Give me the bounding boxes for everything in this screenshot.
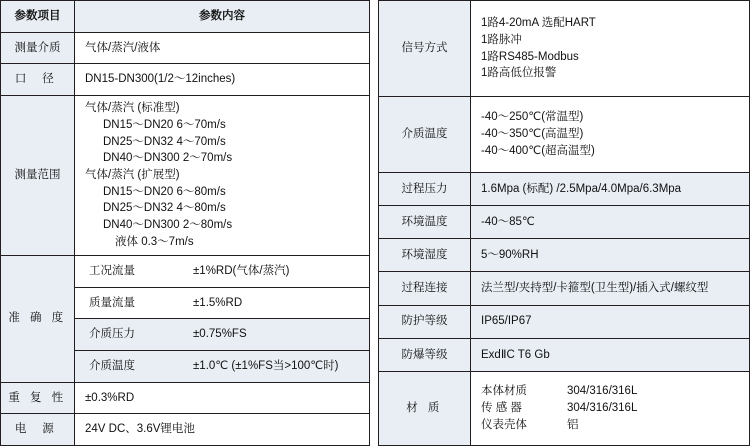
- material-name: 传 感 器: [481, 402, 522, 415]
- row-value-medium: 气体/蒸汽/液体: [75, 32, 370, 64]
- material-name: 仪表壳体: [481, 418, 527, 431]
- header-param-content: 参数内容: [75, 1, 370, 33]
- signal-line: 1路RS485-Modbus: [481, 50, 579, 63]
- table-row: [379, 97, 750, 173]
- row-value-explosion-grade: ExdⅡC T6 Gb: [471, 338, 750, 371]
- row-label-signal: 信号方式: [379, 1, 471, 97]
- range-line: 气体/蒸汽 (标准型): [85, 102, 180, 115]
- range-line: 气体/蒸汽 (扩展型): [85, 169, 180, 182]
- row-value-medium-temp: [471, 97, 750, 173]
- table-row: [1, 64, 370, 96]
- table-row: [379, 372, 750, 446]
- range-line: DN25～DN32 4～70m/s: [103, 135, 226, 148]
- table-row: [379, 305, 750, 338]
- table-row: [1, 382, 370, 414]
- material-line: [481, 417, 745, 434]
- row-label-accuracy: 准 确 度: [1, 255, 75, 382]
- range-line: 液体 0.3～7m/s: [115, 235, 194, 248]
- row-label-range: 测量范围: [1, 95, 75, 255]
- signal-line: 1路4-20mA 选配HART: [481, 17, 596, 30]
- range-line: DN15～DN20 6～80m/s: [103, 185, 226, 198]
- table-row: [379, 239, 750, 272]
- row-value-material: [471, 372, 750, 446]
- table-header-row: [1, 1, 370, 33]
- row-value-protection-grade: IP65/IP67: [471, 305, 750, 338]
- row-value-signal: [471, 1, 750, 97]
- row-label-repeatability: 重 复 性: [1, 382, 75, 414]
- row-value-power: 24V DC、3.6V锂电池: [75, 414, 370, 446]
- right-spec-table: [378, 0, 750, 446]
- table-row: [1, 32, 370, 64]
- left-spec-table-container: [0, 0, 370, 446]
- table-row: [379, 173, 750, 206]
- row-label-process-connection: 过程连接: [379, 272, 471, 305]
- accuracy-name: 介质压力: [89, 328, 135, 341]
- header-param-item: 参数项目: [1, 1, 75, 33]
- table-row: [379, 272, 750, 305]
- signal-line: 1路高低位报警: [481, 67, 557, 80]
- table-row-accuracy-1: [1, 255, 370, 287]
- material-value: 铝: [567, 418, 579, 431]
- accuracy-row: [75, 319, 370, 351]
- row-label-material: 材 质: [379, 372, 471, 446]
- range-line: DN15～DN20 6～70m/s: [103, 119, 226, 132]
- left-spec-table: [0, 0, 370, 446]
- material-name: 本体材质: [481, 385, 527, 398]
- row-value-diameter: DN15-DN300(1/2～12inches): [75, 64, 370, 96]
- row-label-explosion-grade: 防爆等级: [379, 338, 471, 371]
- row-value-range: [75, 95, 370, 255]
- column-gap: [370, 0, 378, 446]
- row-label-medium-temp: 介质温度: [379, 97, 471, 173]
- signal-line: 1路脉冲: [481, 33, 522, 46]
- accuracy-row: [75, 255, 370, 287]
- material-value: 304/316/316L: [567, 385, 638, 398]
- row-value-process-pressure: 1.6Mpa (标配) /2.5Mpa/4.0Mpa/6.3Mpa: [471, 173, 750, 206]
- range-line: DN40～DN300 2～80m/s: [103, 219, 233, 232]
- accuracy-row: [75, 287, 370, 319]
- table-row: [379, 1, 750, 97]
- row-label-ambient-humidity: 环境湿度: [379, 239, 471, 272]
- medium-temp-line: -40～350℃(高温型): [481, 128, 584, 141]
- table-row: [1, 95, 370, 255]
- range-line: DN40～DN300 2～70m/s: [103, 152, 233, 165]
- material-line: [481, 383, 745, 400]
- accuracy-value: ±1.0℃ (±1%FS当>100℃时): [193, 359, 339, 372]
- accuracy-name: 介质温度: [89, 359, 135, 372]
- table-row: [379, 338, 750, 371]
- row-value-repeatability: ±0.3%RD: [75, 382, 370, 414]
- row-label-protection-grade: 防护等级: [379, 305, 471, 338]
- row-label-power: 电 源: [1, 414, 75, 446]
- accuracy-value: ±1.5%RD: [193, 296, 243, 309]
- accuracy-row: [75, 350, 370, 382]
- right-spec-table-container: [378, 0, 750, 446]
- row-label-process-pressure: 过程压力: [379, 173, 471, 206]
- range-line: DN25～DN32 4～80m/s: [103, 202, 226, 215]
- row-value-ambient-temp: -40～85℃: [471, 206, 750, 239]
- medium-temp-line: -40～400℃(超高温型): [481, 144, 595, 157]
- medium-temp-line: -40～250℃(常温型): [481, 111, 584, 124]
- row-value-ambient-humidity: 5～90%RH: [471, 239, 750, 272]
- table-row: [379, 206, 750, 239]
- row-label-diameter: 口 径: [1, 64, 75, 96]
- table-row: [1, 414, 370, 446]
- row-label-medium: 测量介质: [1, 32, 75, 64]
- row-value-process-connection: 法兰型/夹持型/卡箍型(卫生型)/插入式/螺纹型: [471, 272, 750, 305]
- material-line: [481, 400, 745, 417]
- accuracy-value: ±0.75%FS: [193, 328, 247, 341]
- accuracy-value: ±1%RD(气体/蒸汽): [193, 264, 290, 277]
- accuracy-name: 质量流量: [89, 296, 135, 309]
- material-value: 304/316/316L: [567, 402, 638, 415]
- row-label-ambient-temp: 环境温度: [379, 206, 471, 239]
- accuracy-name: 工况流量: [89, 264, 135, 277]
